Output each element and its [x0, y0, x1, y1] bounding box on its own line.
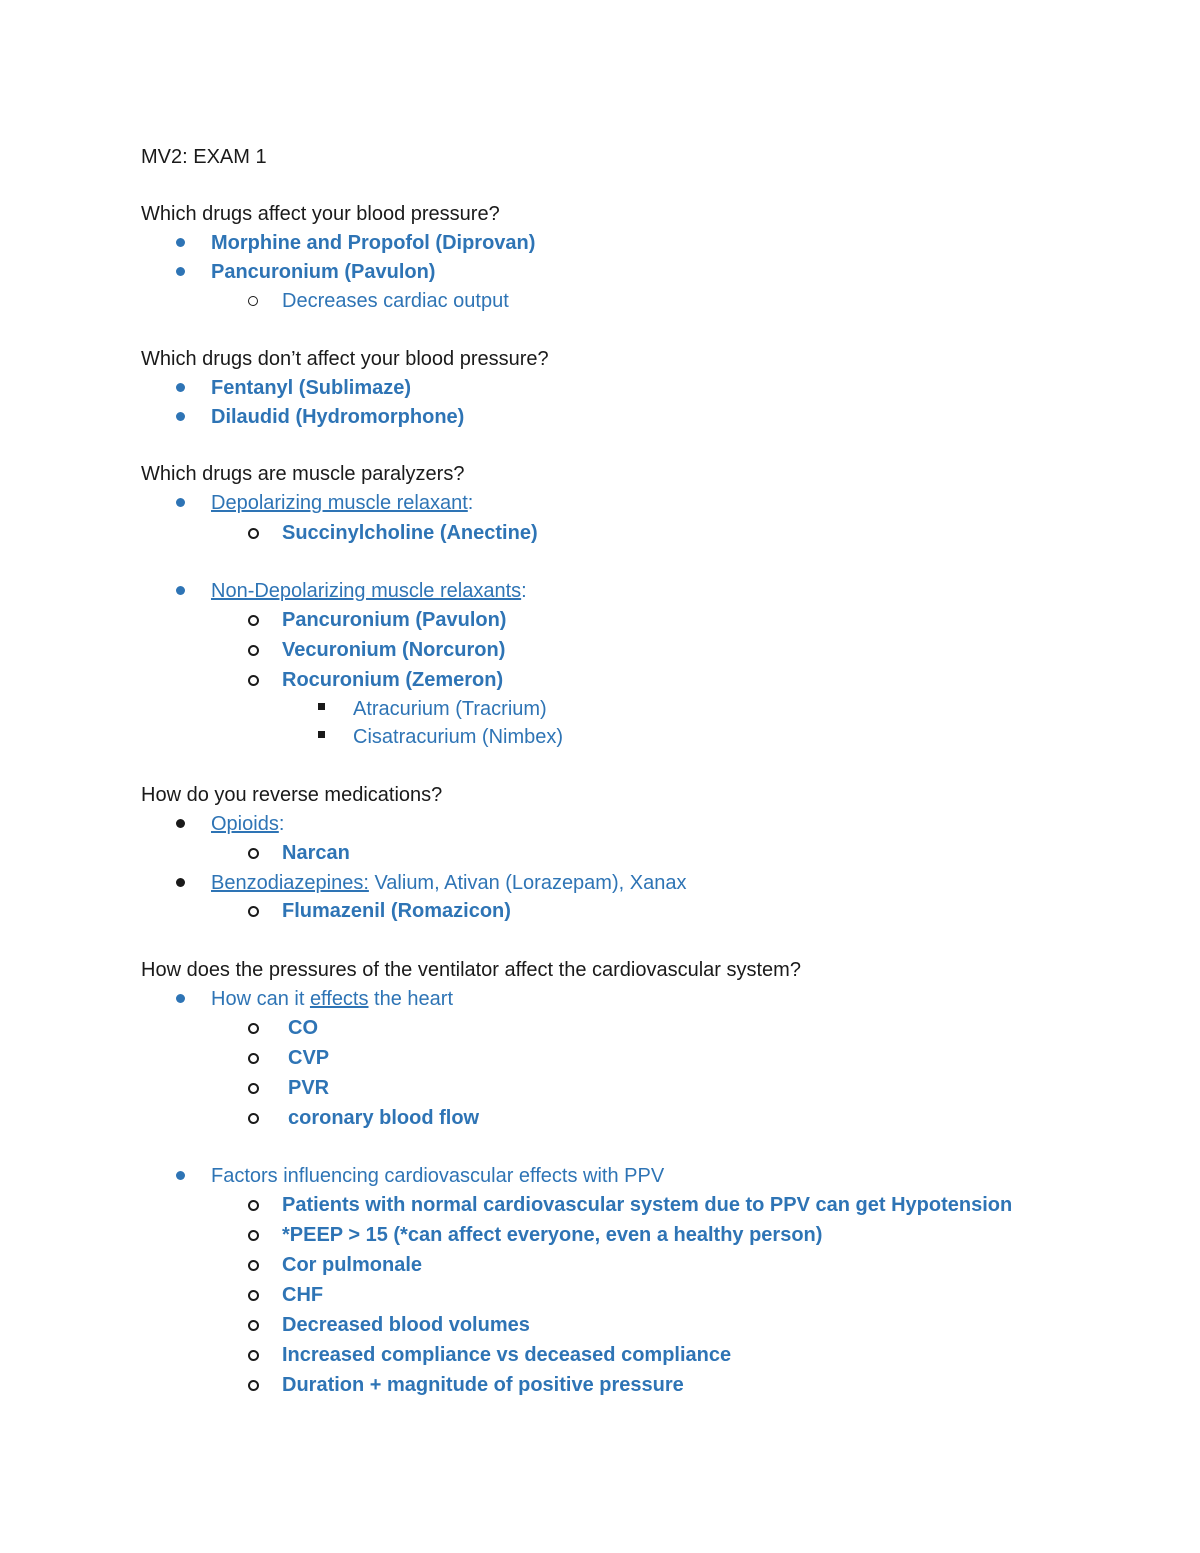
list-item: CVP — [288, 1047, 330, 1069]
list-item: Rocuronium (Zemeron) — [282, 669, 504, 691]
sub-bullet-icon — [248, 906, 259, 917]
sub-bullet-icon — [248, 1113, 259, 1124]
list-item: Cor pulmonale — [282, 1254, 423, 1276]
bullet-icon — [176, 586, 185, 595]
list-item: Succinylcholine (Anectine) — [282, 522, 538, 544]
bullet-icon — [176, 383, 185, 392]
bullet-icon — [176, 412, 185, 421]
list-item: Pancuronium (Pavulon) — [211, 261, 436, 283]
question-blood-pressure: Which drugs affect your blood pressure? — [141, 203, 500, 225]
list-item: Fentanyl (Sublimaze) — [211, 377, 412, 399]
bullet-icon — [176, 498, 185, 507]
sub-bullet-icon — [248, 1380, 259, 1391]
question-no-blood-pressure: Which drugs don’t affect your blood pressure? — [141, 348, 549, 370]
list-item: Cisatracurium (Nimbex) — [353, 726, 564, 748]
bullet-icon — [176, 238, 185, 247]
list-item: Atracurium (Tracrium) — [353, 698, 547, 720]
question-ventilator-pressures: How does the pressures of the ventilator affect the cardiovascular system? — [141, 959, 801, 981]
sub-bullet-icon — [248, 528, 259, 539]
list-item: Decreases cardiac output — [282, 290, 509, 312]
sub-bullet-icon — [248, 296, 258, 306]
depolarizing-heading: Depolarizing muscle relaxant: — [211, 492, 474, 514]
list-item: Dilaudid (Hydromorphone) — [211, 406, 465, 428]
bullet-icon — [176, 819, 185, 828]
sub-bullet-icon — [248, 1320, 259, 1331]
list-item: *PEEP > 15 (*can affect everyone, even a healthy person) — [282, 1224, 823, 1246]
list-item: CHF — [282, 1284, 324, 1306]
sub-bullet-icon — [248, 1023, 259, 1034]
sub-bullet-icon — [248, 1230, 259, 1241]
benzodiazepines-heading: Benzodiazepines: Valium, Ativan (Lorazepam), Xanax — [211, 872, 687, 894]
list-item: Flumazenil (Romazicon) — [282, 900, 511, 922]
depolarizing-link[interactable]: Depolarizing muscle relaxant — [211, 492, 468, 514]
heart-heading: How can it effects the heart — [211, 988, 454, 1010]
list-item: Decreased blood volumes — [282, 1314, 530, 1336]
nondepolarizing-heading: Non-Depolarizing muscle relaxants: — [211, 580, 527, 602]
sub-bullet-icon — [248, 1350, 259, 1361]
sub-bullet-icon — [248, 848, 259, 859]
effects-link[interactable]: effects — [309, 988, 369, 1010]
list-item: Morphine and Propofol (Diprovan) — [211, 232, 536, 254]
benzodiazepines-link[interactable]: Benzodiazepines: — [211, 872, 369, 894]
bullet-icon — [176, 1171, 185, 1180]
list-item: PVR — [288, 1077, 330, 1099]
question-muscle-paralyzers: Which drugs are muscle paralyzers? — [141, 463, 465, 485]
square-bullet-icon — [318, 731, 325, 738]
document-title: MV2: EXAM 1 — [141, 146, 267, 168]
bullet-icon — [176, 267, 185, 276]
sub-bullet-icon — [248, 615, 259, 626]
list-item: Narcan — [282, 842, 350, 864]
sub-bullet-icon — [248, 1290, 259, 1301]
list-item: Vecuronium (Norcuron) — [282, 639, 506, 661]
sub-bullet-icon — [248, 1083, 259, 1094]
question-reverse-medications: How do you reverse medications? — [141, 784, 443, 806]
bullet-icon — [176, 994, 185, 1003]
opioids-heading: Opioids: — [211, 813, 285, 835]
list-item: coronary blood flow — [288, 1107, 480, 1129]
opioids-link[interactable]: Opioids — [211, 813, 279, 835]
sub-bullet-icon — [248, 1260, 259, 1271]
bullet-icon — [176, 878, 185, 887]
list-item: Patients with normal cardiovascular system due to PPV can get Hypotension — [282, 1194, 1013, 1216]
nondepolarizing-link[interactable]: Non-Depolarizing muscle relaxants — [211, 580, 522, 602]
list-item: CO — [288, 1017, 318, 1039]
list-item: Duration + magnitude of positive pressure — [282, 1374, 684, 1396]
square-bullet-icon — [318, 703, 325, 710]
sub-bullet-icon — [248, 1200, 259, 1211]
sub-bullet-icon — [248, 675, 259, 686]
factors-heading: Factors influencing cardiovascular effects with PPV — [211, 1165, 665, 1187]
sub-bullet-icon — [248, 1053, 259, 1064]
list-item: Increased compliance vs deceased compliance — [282, 1344, 732, 1366]
list-item: Pancuronium (Pavulon) — [282, 609, 507, 631]
sub-bullet-icon — [248, 645, 259, 656]
